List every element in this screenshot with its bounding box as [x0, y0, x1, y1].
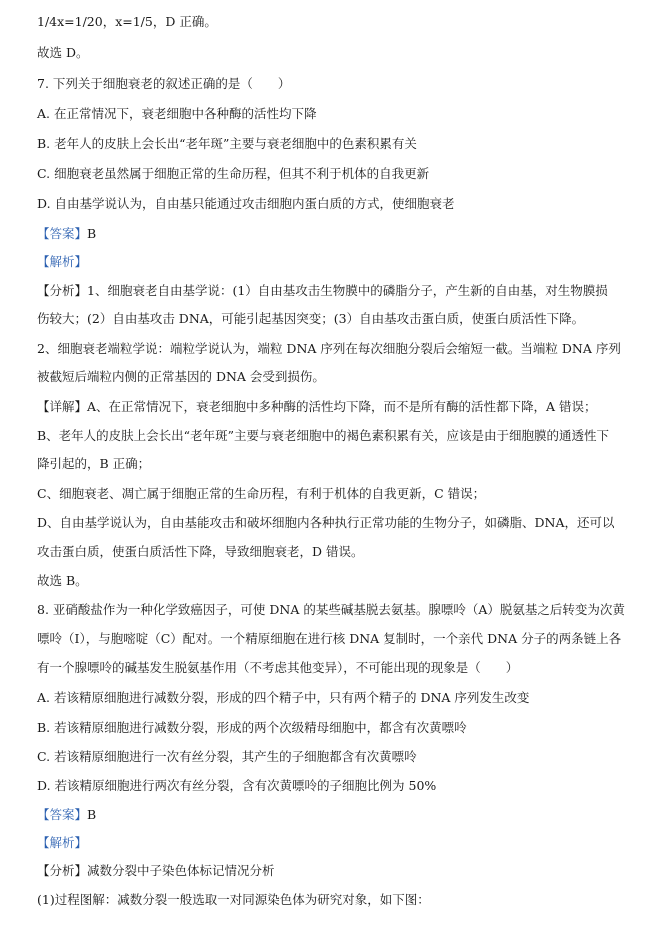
line-text: C. 若该精原细胞进行一次有丝分裂，其产生的子细胞都含有次黄嘌呤 [37, 749, 417, 764]
text-line [37, 135, 645, 153]
text-line [37, 225, 645, 243]
text-line [37, 368, 645, 386]
text-line [37, 13, 645, 31]
section-tag: 【答案】 [37, 807, 88, 822]
line-text: A. 若该精原细胞进行减数分裂，形成的四个精子中，只有两个精子的 DNA 序列发生改变 [37, 690, 530, 705]
line-text: A. 在正常情况下，衰老细胞中各种酶的活性均下降 [37, 106, 317, 121]
line-text: 伤较大；(2）自由基攻击 DNA，可能引起基因突变；(3）自由基攻击蛋白质，使蛋白质活性下降。 [37, 311, 585, 326]
line-text: 故选 D。 [37, 45, 89, 60]
line-text: 攻击蛋白质，使蛋白质活性下降，导致细胞衰老，D 错误。 [37, 544, 364, 559]
text-line [37, 398, 645, 416]
text-line [37, 75, 645, 93]
section-tag: 【答案】 [37, 226, 88, 241]
line-text: 【分析】1、细胞衰老自由基学说：(1）自由基攻击生物膜中的磷脂分子，产生新的自由基，对生物膜损 [37, 283, 608, 298]
line-text: B、老年人的皮肤上会长出“老年斑”主要与衰老细胞中的褐色素积累有关，应该是由于细胞膜的通透性下 [37, 428, 609, 443]
section-tag: 【解析】 [37, 254, 88, 269]
text-line [37, 195, 645, 213]
line-text: 8. 亚硝酸盐作为一种化学致癌因子，可使 DNA 的某些碱基脱去氨基。腺嘌呤（A）脱氨基之后转变为次黄 [37, 602, 625, 617]
text-line [37, 834, 645, 852]
line-text: 【详解】A、在正常情况下，衰老细胞中多种酶的活性均下降，而不是所有酶的活性都下降，A 错误； [37, 399, 597, 414]
line-text: D. 自由基学说认为，自由基只能通过攻击细胞内蛋白质的方式，使细胞衰老 [37, 196, 455, 211]
text-line [37, 165, 645, 183]
line-text: 【分析】减数分裂中子染色体标记情况分析 [37, 863, 275, 878]
line-text: 嘌呤（I），与胞嘧啶（C）配对。一个精原细胞在进行核 DNA 复制时，一个亲代 DNA 分子的两条链上各 [37, 631, 622, 646]
line-text: 被截短后端粒内侧的正常基因的 DNA 会受到损伤。 [37, 369, 325, 384]
text-line [37, 719, 645, 737]
line-text: B. 老年人的皮肤上会长出“老年斑”主要与衰老细胞中的色素积累有关 [37, 136, 417, 151]
line-text: 2、细胞衰老端粒学说：端粒学说认为，端粒 DNA 序列在每次细胞分裂后会缩短一截。当端粒 DNA 序列 [37, 341, 621, 356]
text-line [37, 572, 645, 590]
section-tag: 【解析】 [37, 835, 88, 850]
line-text: 故选 B。 [37, 573, 88, 588]
text-line [37, 485, 645, 503]
line-text: C、细胞衰老、凋亡属于细胞正常的生命历程，有利于机体的自我更新，C 错误； [37, 486, 486, 501]
text-line [37, 340, 645, 358]
text-line [37, 777, 645, 795]
line-text: 7. 下列关于细胞衰老的叙述正确的是（ ） [37, 76, 291, 91]
line-text: B [87, 226, 97, 241]
text-line [37, 253, 645, 271]
text-line [37, 514, 645, 532]
line-text: 1/4x=1/20，x=1/5，D 正确。 [37, 14, 217, 29]
line-text: B. 若该精原细胞进行减数分裂，形成的两个次级精母细胞中，都含有次黄嘌呤 [37, 720, 467, 735]
text-line [37, 282, 645, 300]
text-line [37, 427, 645, 445]
text-line [37, 310, 645, 328]
line-text: (1)过程图解：减数分裂一般选取一对同源染色体为研究对象，如下图： [37, 892, 430, 907]
text-line [37, 689, 645, 707]
text-line [37, 601, 645, 619]
line-text: 有一个腺嘌呤的碱基发生脱氨基作用（不考虑其他变异），不可能出现的现象是（ ） [37, 660, 519, 675]
text-line [37, 748, 645, 766]
text-line [37, 105, 645, 123]
line-text: D、自由基学说认为，自由基能攻击和破坏细胞内各种执行正常功能的生物分子，如磷脂、DNA，还可以 [37, 515, 615, 530]
text-line [37, 659, 645, 677]
line-text: C. 细胞衰老虽然属于细胞正常的生命历程，但其不利于机体的自我更新 [37, 166, 430, 181]
text-line [37, 455, 645, 473]
line-text: 降引起的，B 正确； [37, 456, 151, 471]
line-text: B [87, 807, 97, 822]
text-line [37, 891, 645, 909]
text-line [37, 806, 645, 824]
text-line [37, 862, 645, 880]
text-line [37, 543, 645, 561]
line-text: D. 若该精原细胞进行两次有丝分裂，含有次黄嘌呤的子细胞比例为 50% [37, 778, 437, 793]
text-line [37, 44, 645, 62]
text-line [37, 630, 645, 648]
